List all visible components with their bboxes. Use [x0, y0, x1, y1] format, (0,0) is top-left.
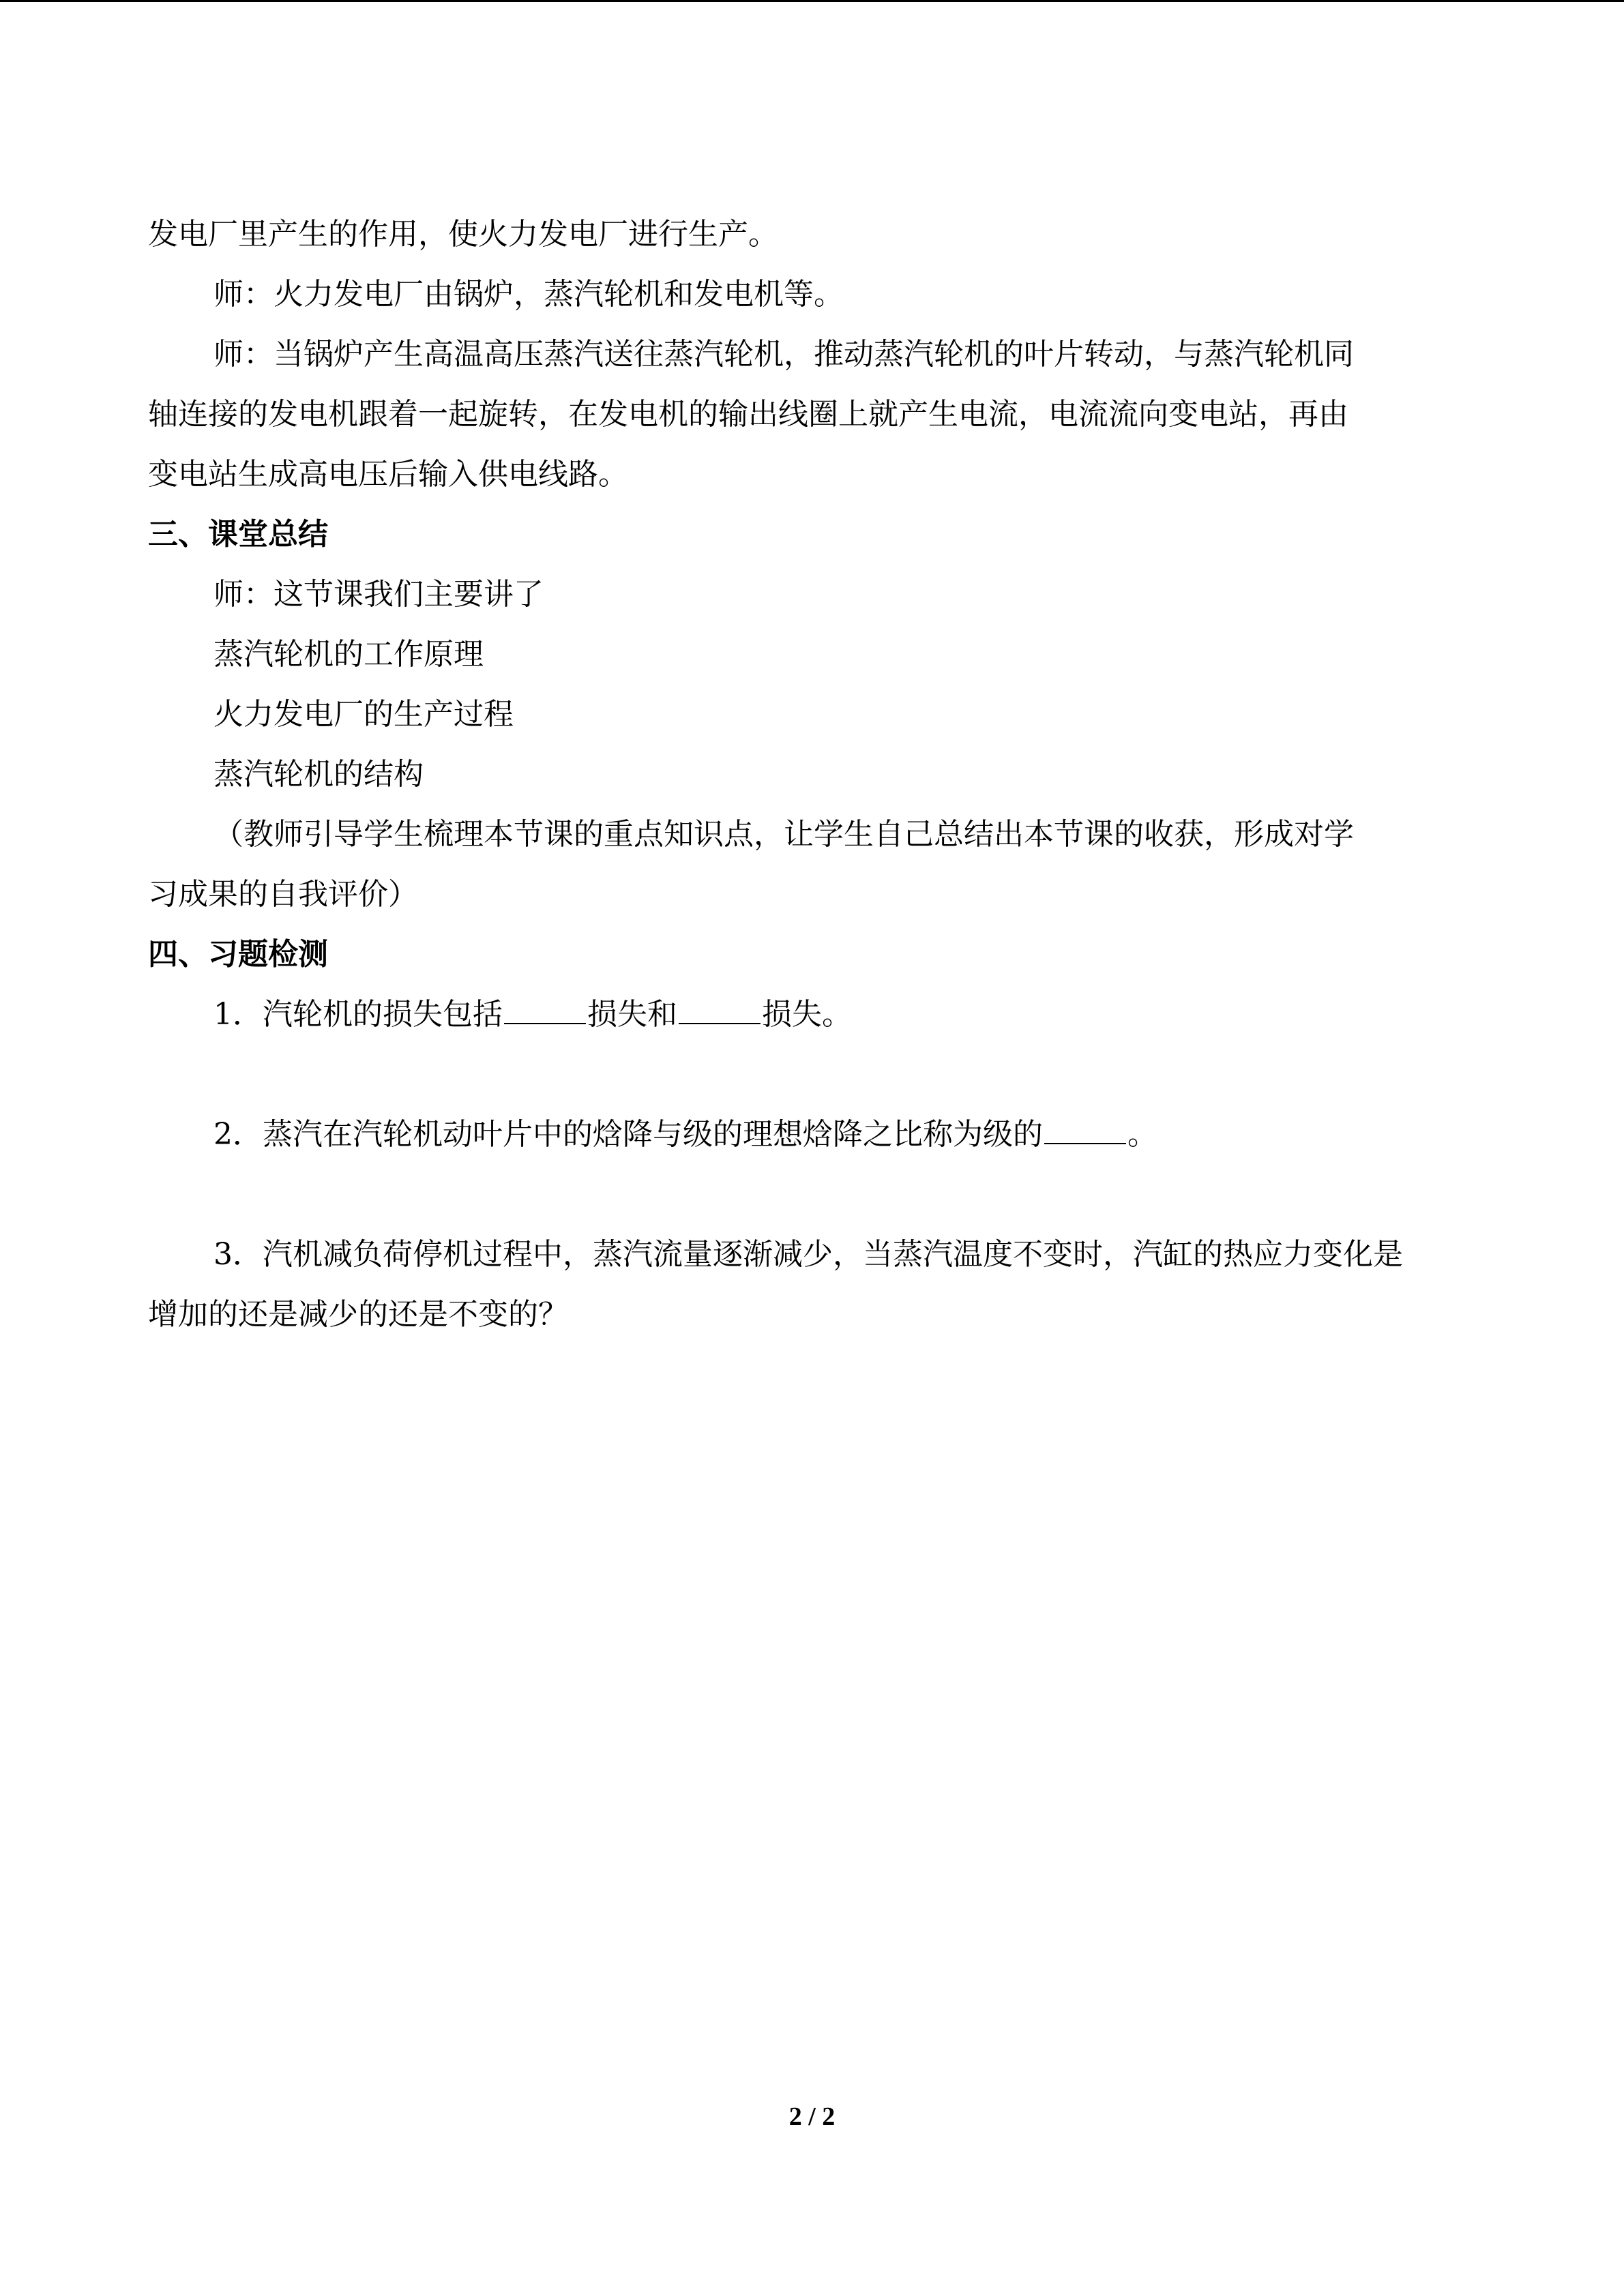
paragraph-continuation: 发电厂里产生的作用，使火力发电厂进行生产。	[148, 217, 778, 252]
summary-item-process: 火力发电厂的生产过程	[213, 697, 514, 732]
page-top-border	[0, 0, 1624, 2]
spacer	[148, 1045, 1464, 1105]
summary-note-2: 习成果的自我评价）	[148, 877, 418, 912]
spacer	[148, 1165, 1464, 1225]
exercise-3-line-2: 增加的还是减少的还是不变的？	[148, 1297, 568, 1332]
teacher-line-power-plant: 师：火力发电厂由锅炉，蒸汽轮机和发电机等。	[213, 277, 844, 312]
document-body	[148, 205, 1464, 1345]
summary-item-principle: 蒸汽轮机的工作原理	[213, 637, 484, 672]
exercise-2	[148, 1105, 1464, 1165]
section-heading-exercises: 四、习题检测	[148, 937, 328, 972]
exercise-2-text-a: 2．蒸汽在汽轮机动叶片中的焓降与级的理想焓降之比称为级的	[213, 1117, 1043, 1152]
teacher-line-process-1: 师：当锅炉产生高温高压蒸汽送往蒸汽轮机，推动蒸汽轮机的叶片转动，与蒸汽轮机同	[213, 337, 1354, 372]
exercise-1-blank-2	[679, 996, 761, 1024]
section-heading-summary: 三、课堂总结	[148, 517, 328, 552]
exercise-2-blank	[1044, 1116, 1126, 1144]
exercise-1-text-a: 1．汽轮机的损失包括	[213, 997, 503, 1032]
exercise-1-blank-1	[504, 996, 586, 1024]
teacher-line-process-2: 轴连接的发电机跟着一起旋转，在发电机的输出线圈上就产生电流，电流流向变电站，再由	[148, 397, 1348, 432]
exercise-1	[148, 985, 1464, 1045]
summary-intro: 师：这节课我们主要讲了	[213, 577, 544, 612]
exercise-1-text-c: 损失。	[762, 997, 852, 1032]
teacher-line-process-3: 变电站生成高电压后输入供电线路。	[148, 457, 628, 492]
exercise-1-text-b: 损失和	[587, 997, 677, 1032]
summary-note-1: （教师引导学生梳理本节课的重点知识点，让学生自己总结出本节课的收获，形成对学	[213, 817, 1354, 852]
exercise-3-line-1: 3．汽机减负荷停机过程中，蒸汽流量逐渐减少，当蒸汽温度不变时，汽缸的热应力变化是	[213, 1237, 1403, 1272]
page-number: 2 / 2	[788, 2102, 836, 2131]
exercise-2-text-b: 。	[1127, 1117, 1157, 1152]
summary-item-structure: 蒸汽轮机的结构	[213, 757, 424, 792]
